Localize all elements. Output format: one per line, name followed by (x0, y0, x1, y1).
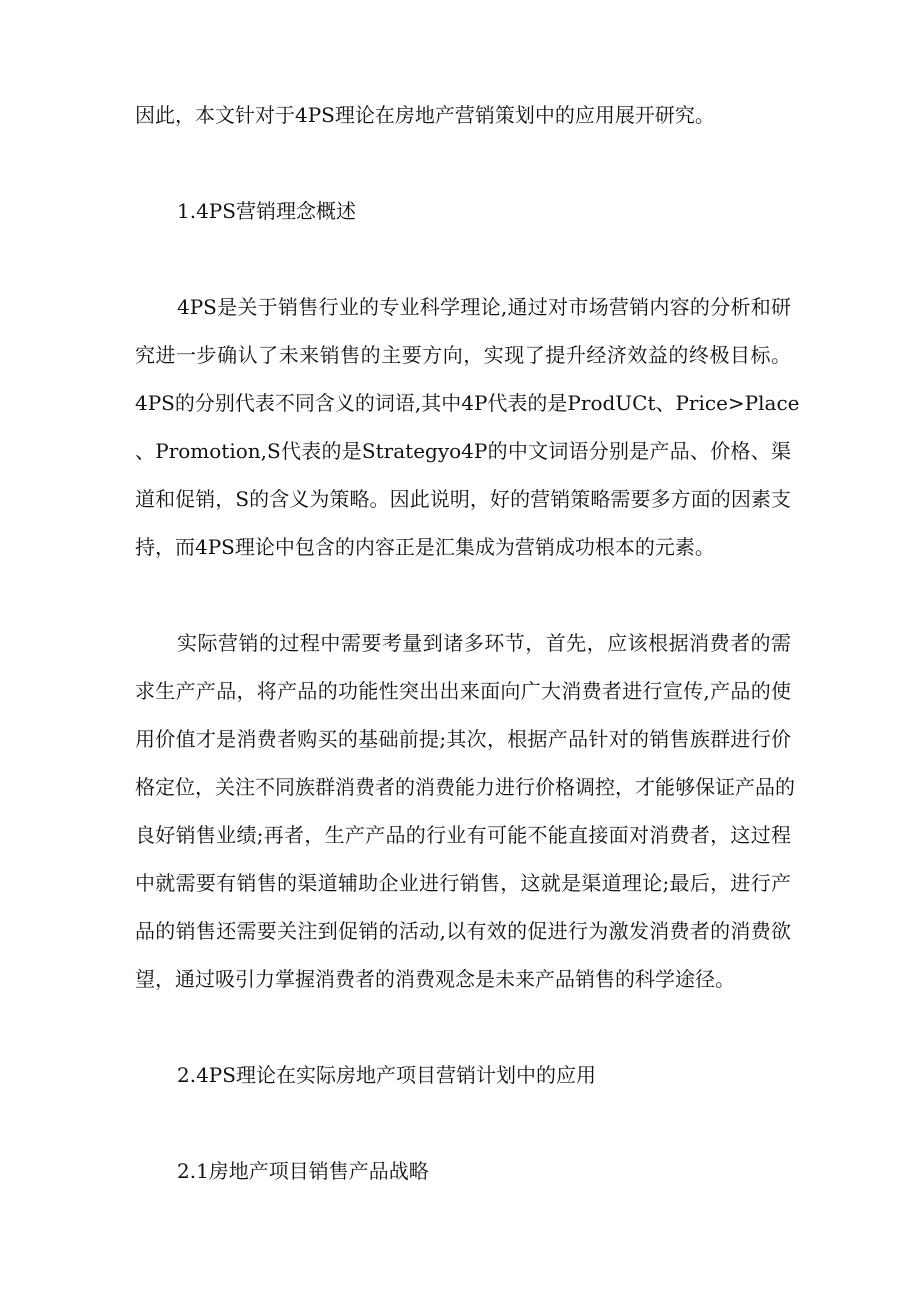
paragraph-line: 用价值才是消费者购买的基础前提;其次，根据产品针对的销售族群进行价 (135, 727, 791, 751)
paragraph-line: 4PS是关于销售行业的专业科学理论,通过对市场营销内容的分析和研 (177, 295, 791, 319)
paragraph-line: 品的销售还需要关注到促销的活动,以有效的促进行为激发消费者的消费欲 (135, 919, 791, 943)
section-heading-2-1: 2.1房地产项目销售产品战略 (177, 1159, 429, 1183)
intro-line: 因此，本文针对于4PS理论在房地产营销策划中的应用展开研究。 (135, 103, 715, 127)
paragraph-line: 格定位，关注不同族群消费者的消费能力进行价格调控，才能够保证产品的 (135, 775, 795, 799)
paragraph-line: 良好销售业绩;再者，生产产品的行业有可能不能直接面对消费者，这过程 (135, 823, 791, 847)
paragraph-line: 持，而4PS理论中包含的内容正是汇集成为营销成功根本的元素。 (135, 535, 715, 559)
paragraph-line: 道和促销，S的含义为策略。因此说明，好的营销策略需要多方面的因素支 (135, 487, 791, 511)
paragraph-line: 中就需要有销售的渠道辅助企业进行销售，这就是渠道理论;最后，进行产 (135, 871, 791, 895)
paragraph-line: 究进一步确认了未来销售的主要方向，实现了提升经济效益的终极目标。 (135, 343, 791, 367)
paragraph-line: 4PS的分别代表不同含义的词语,其中4P代表的是ProdUCt、Price>Place (135, 391, 800, 415)
paragraph-line: 求生产产品，将产品的功能性突出出来面向广大消费者进行宣传,产品的使 (135, 679, 791, 703)
paragraph-line: 实际营销的过程中需要考量到诸多环节，首先，应该根据消费者的需 (177, 631, 791, 655)
section-heading-1: 1.4PS营销理念概述 (177, 199, 356, 223)
paragraph-line: 望，通过吸引力掌握消费者的消费观念是未来产品销售的科学途径。 (135, 967, 735, 991)
paragraph-line: 、Promotion,S代表的是Strategyo4P的中文词语分别是产品、价格、渠 (135, 439, 791, 463)
section-heading-2: 2.4PS理论在实际房地产项目营销计划中的应用 (177, 1063, 596, 1087)
